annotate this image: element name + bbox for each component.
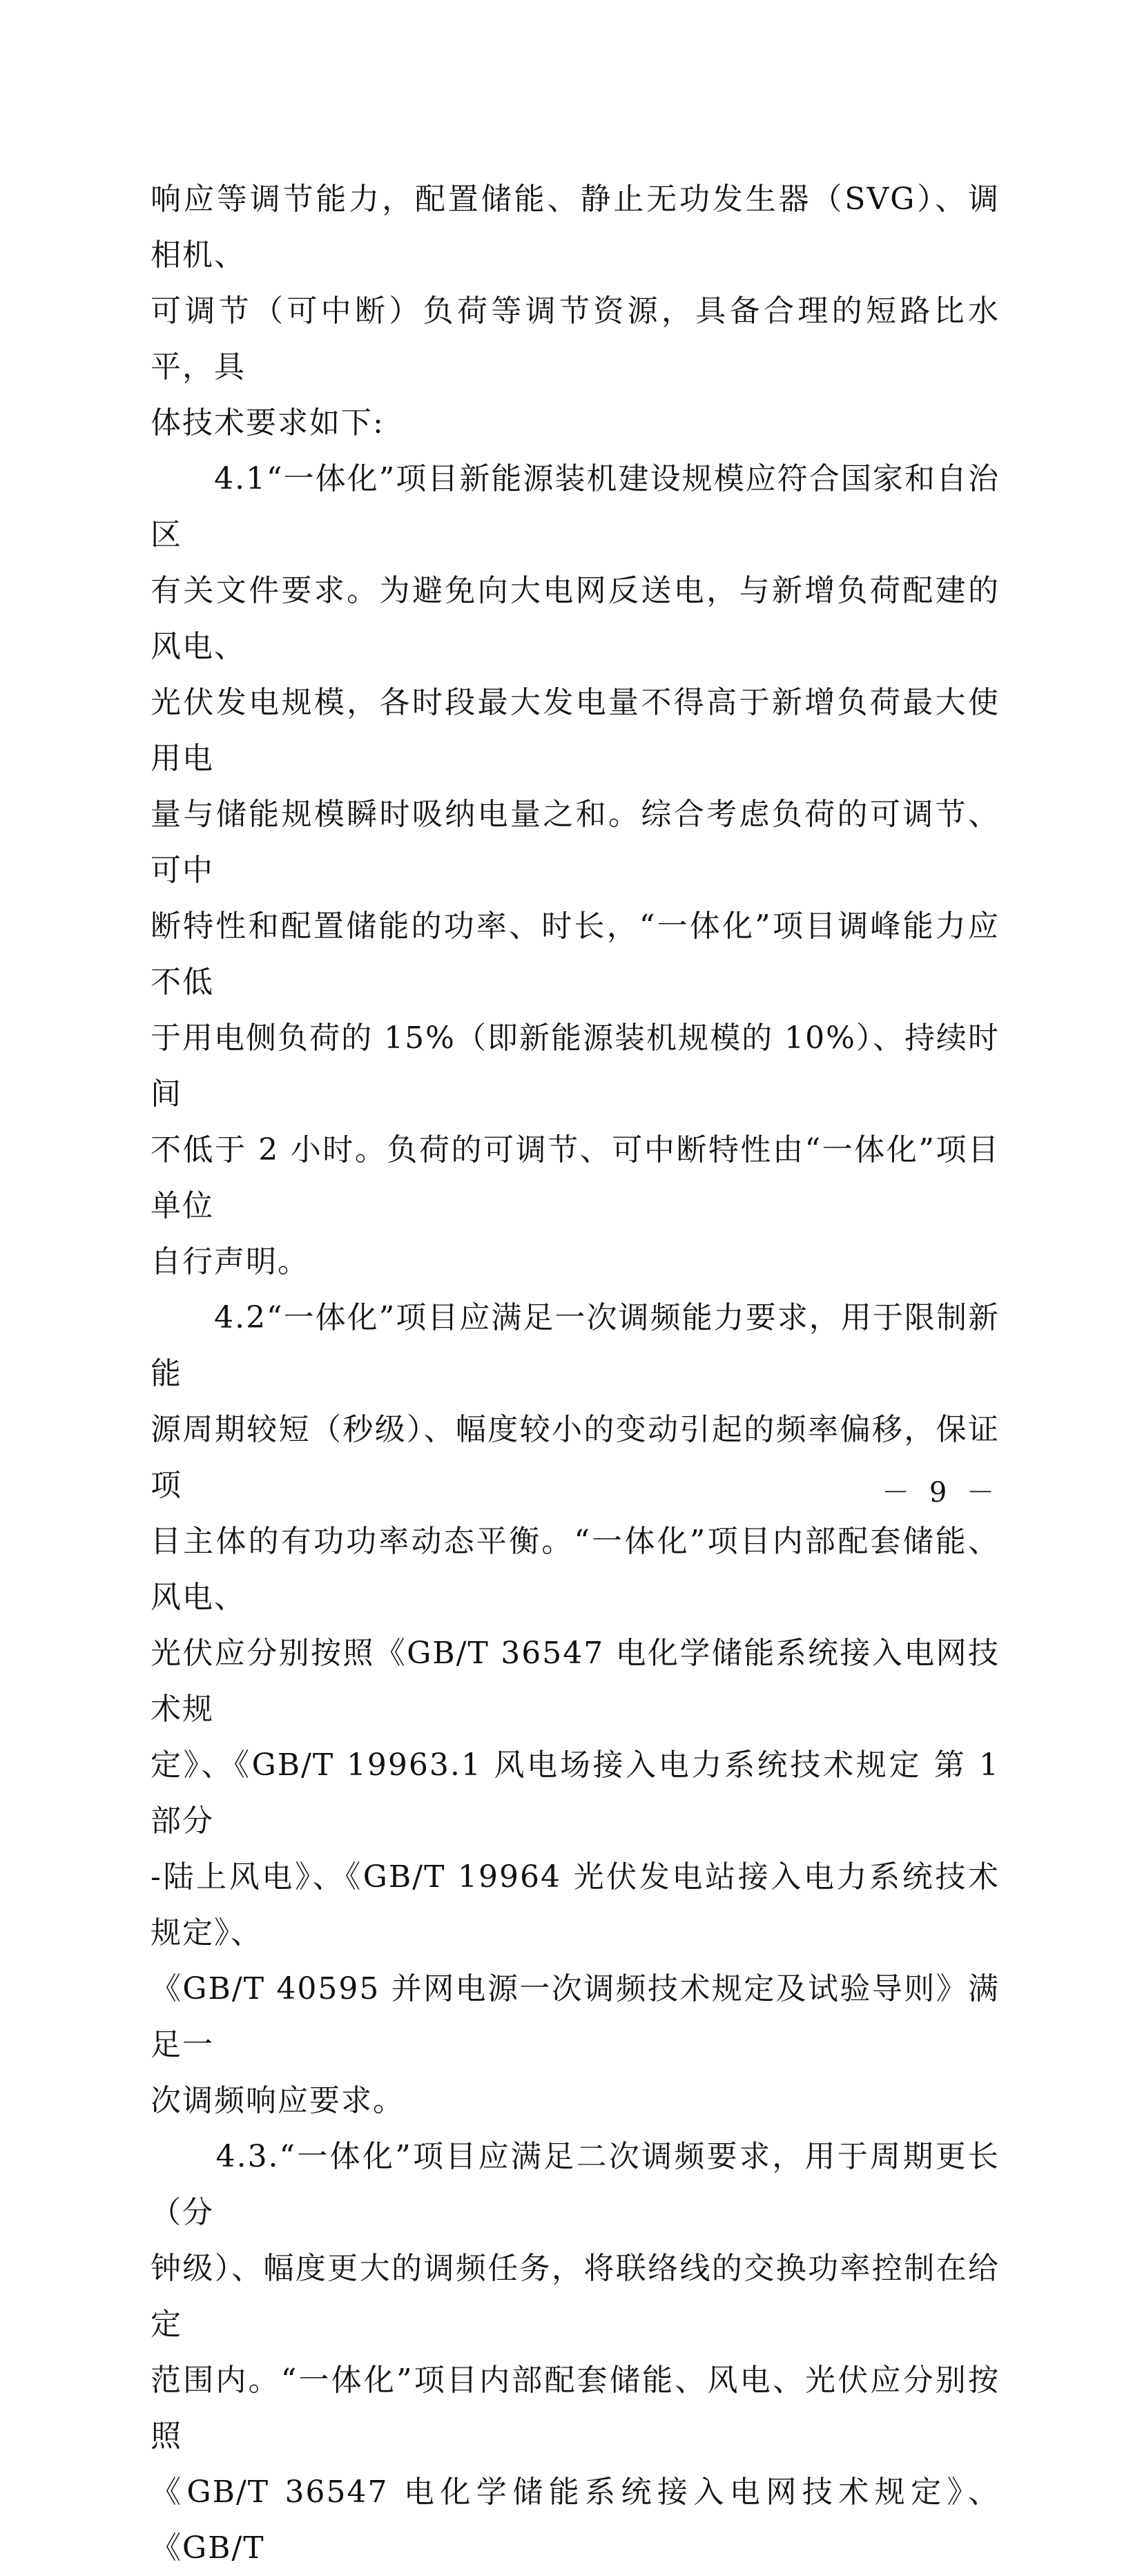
- paragraph-1: [151, 171, 1000, 451]
- text-line: 光伏发电规模，各时段最大发电量不得高于新增负荷最大使用电: [151, 685, 1000, 776]
- text-line: 定》、《GB/T 19963.1 风电场接入电力系统技术规定 第 1 部分: [151, 1747, 1000, 1839]
- text-line: 范围内。“一体化”项目内部配套储能、风电、光伏应分别按照: [151, 2363, 1000, 2454]
- text-line: 4.3.“一体化”项目应满足二次调频要求，用于周期更长（分: [151, 2139, 1000, 2230]
- text-line: 不低于 2 小时。负荷的可调节、可中断特性由“一体化”项目单位: [151, 1132, 1000, 1223]
- text-line: 体技术要求如下:: [151, 405, 385, 440]
- text-line: 有关文件要求。为避免向大电网反送电，与新增负荷配建的风电、: [151, 573, 1000, 664]
- text-line: 可调节（可中断）负荷等调节资源，具备合理的短路比水平，具: [151, 293, 1000, 385]
- text-line: 响应等调节能力，配置储能、静止无功发生器（SVG）、调相机、: [151, 182, 1000, 273]
- paragraph-4-3: [151, 2129, 1000, 2576]
- paragraph-4-2: [151, 1290, 1000, 2129]
- text-line: 4.1“一体化”项目新能源装机建设规模应符合国家和自治区: [151, 461, 1000, 552]
- text-line: 目主体的有功功率动态平衡。“一体化”项目内部配套储能、风电、: [151, 1524, 1000, 1615]
- text-line: 自行声明。: [151, 1244, 309, 1279]
- text-line: 量与储能规模瞬时吸纳电量之和。综合考虑负荷的可调节、可中: [151, 797, 1000, 888]
- text-line: 《GB/T 36547 电化学储能系统接入电网技术规定》、《GB/T: [151, 2475, 1000, 2566]
- page-number: － 9 －: [882, 1477, 1000, 1509]
- paragraph-4-1: [151, 451, 1000, 1290]
- text-line: 源周期较短（秒级）、幅度较小的变动引起的频率偏移，保证项: [151, 1412, 1000, 1503]
- document-body: [151, 171, 1000, 2576]
- text-line: 断特性和配置储能的功率、时长，“一体化”项目调峰能力应不低: [151, 909, 1000, 1000]
- text-line: 光伏应分别按照《GB/T 36547 电化学储能系统接入电网技术规: [151, 1636, 1000, 1727]
- text-line: -陆上风电》、《GB/T 19964 光伏发电站接入电力系统技术规定》、: [151, 1859, 1000, 1950]
- text-line: 于用电侧负荷的 15%（即新能源装机规模的 10%）、持续时间: [151, 1020, 1000, 1112]
- text-line: 4.2“一体化”项目应满足一次调频能力要求，用于限制新能: [151, 1300, 1000, 1391]
- text-line: 钟级）、幅度更大的调频任务，将联络线的交换功率控制在给定: [151, 2251, 1000, 2342]
- text-line: 《GB/T 40595 并网电源一次调频技术规定及试验导则》满足一: [151, 1971, 1000, 2062]
- text-line: 次调频响应要求。: [151, 2083, 405, 2118]
